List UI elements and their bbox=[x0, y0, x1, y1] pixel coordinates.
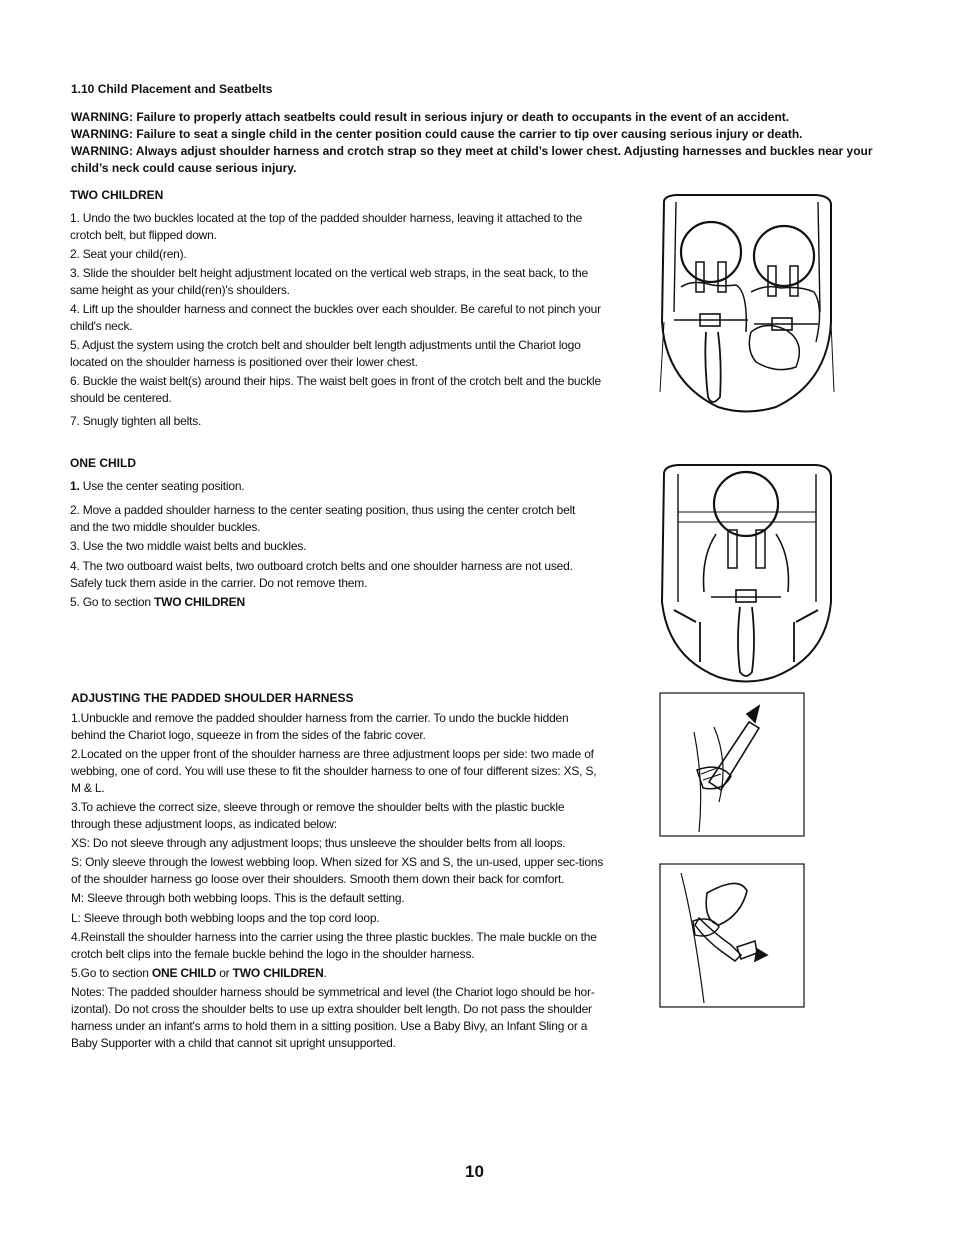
list-item bbox=[70, 594, 590, 611]
paragraph bbox=[71, 965, 606, 982]
section-reference: TWO CHILDREN bbox=[153, 595, 245, 609]
warning-2: WARNING: Failure to seat a single child in the center position could cause the carrier to tip over causing serious injury or death. bbox=[71, 127, 803, 141]
paragraph: 4.Reinstall the shoulder harness into the carrier using the three plastic buckles. The male buckle on the crotch belt clips into the female buckle behind the logo in the shoulder harness. bbox=[71, 930, 597, 961]
paragraph: 2.Located on the upper front of the shoulder harness are three adjustment loops per side: two made of webbing, one of cord. You will use these to fit the shoulder harness to one of four different sizes: XS, S, M & L. bbox=[71, 747, 597, 795]
list-item: 3. Use the two middle waist belts and buckles. bbox=[70, 539, 307, 553]
harness-unsleeve-illustration bbox=[659, 863, 805, 1009]
step-text: Use the center seating position. bbox=[79, 479, 245, 493]
one-child-steps bbox=[70, 478, 590, 611]
paragraph: 3.To achieve the correct size, sleeve through or remove the shoulder belts with the plastic buckle through these adjustment loops, as indicated below: bbox=[71, 800, 565, 831]
paragraph: M: Sleeve through both webbing loops. This is the default setting. bbox=[71, 891, 405, 905]
list-item: 3. Slide the shoulder belt height adjustment located on the vertical web straps, in the seat back, to the same height as your child(ren)'s shoulders. bbox=[70, 266, 588, 297]
paragraph: 1.Unbuckle and remove the padded shoulder harness from the carrier. To undo the buckle hidden behind the Chariot logo, squeeze in from the sides of the fabric cover. bbox=[71, 711, 569, 742]
two-children-heading: TWO CHILDREN bbox=[70, 188, 164, 202]
list-item: 6. Buckle the waist belt(s) around their hips. The waist belt goes in front of the crotch belt and the buckle should be centered. bbox=[70, 374, 601, 405]
list-item: 4. The two outboard waist belts, two outboard crotch belts and one shoulder harness are not used. Safely tuck them aside in the carrier. Do not remove them. bbox=[70, 559, 573, 590]
warning-3: WARNING: Always adjust shoulder harness and crotch strap so they meet at child’s lower chest. Adjusting harnesses and buckles near your child’s neck could cause serious injury. bbox=[71, 144, 873, 175]
two-children-steps bbox=[70, 210, 615, 430]
list-item: 2. Seat your child(ren). bbox=[70, 247, 187, 261]
one-child-heading: ONE CHILD bbox=[70, 456, 136, 470]
step-text: . bbox=[323, 966, 327, 980]
warning-1: WARNING: Failure to properly attach seatbelts could result in serious injury or death to occupants in the event of an accident. bbox=[71, 110, 790, 124]
section-reference: TWO CHILDREN bbox=[232, 966, 324, 980]
step-text: or bbox=[216, 966, 233, 980]
paragraph: L: Sleeve through both webbing loops and the top cord loop. bbox=[71, 911, 380, 925]
paragraph: S: Only sleeve through the lowest webbing loop. When sized for XS and S, the un-used, upper sec-tions of the shoulder harness go loose over their shoulders. Smooth them down their back for comfort. bbox=[71, 855, 604, 886]
section-title: 1.10 Child Placement and Seatbelts bbox=[71, 82, 273, 96]
list-item: 1. Undo the two buckles located at the top of the padded shoulder harness, leaving it attached to the crotch belt, but flipped down. bbox=[70, 211, 583, 242]
harness-steps bbox=[71, 710, 606, 1052]
step-text: 5.Go to section bbox=[71, 966, 152, 980]
harness-sleeve-illustration bbox=[659, 692, 805, 838]
page-number: 10 bbox=[465, 1162, 484, 1181]
list-item: 7. Snugly tighten all belts. bbox=[70, 414, 202, 428]
two-children-illustration bbox=[656, 192, 838, 417]
list-item bbox=[70, 478, 590, 495]
harness-heading: ADJUSTING THE PADDED SHOULDER HARNESS bbox=[71, 691, 354, 705]
step-number: 1. bbox=[70, 479, 80, 493]
one-child-illustration bbox=[656, 462, 838, 687]
notes-paragraph: Notes: The padded shoulder harness should be symmetrical and level (the Chariot logo should be hor-izontal). Do not cross the shoulder belts to use up extra shoulder belt length. Do not pass the shoulder harness under an infant's arms to hold them in a sitting position. Use a Baby Bivy, an Infant Sling or a Baby Supporter with a child that cannot sit upright unsupported. bbox=[71, 985, 595, 1050]
step-text: 5. Go to section bbox=[70, 595, 154, 609]
section-reference: ONE CHILD bbox=[151, 966, 217, 980]
warning-list bbox=[71, 109, 881, 177]
list-item: 4. Lift up the shoulder harness and connect the buckles over each shoulder. Be careful to not pinch your child's neck. bbox=[70, 302, 601, 333]
paragraph: XS: Do not sleeve through any adjustment loops; thus unsleeve the shoulder belts from all loops. bbox=[71, 836, 566, 850]
list-item: 5. Adjust the system using the crotch belt and shoulder belt length adjustments until the Chariot logo located on the shoulder harness is positioned over their lower chest. bbox=[70, 338, 581, 369]
list-item: 2. Move a padded shoulder harness to the center seating position, thus using the center crotch belt and the two middle shoulder buckles. bbox=[70, 503, 576, 534]
